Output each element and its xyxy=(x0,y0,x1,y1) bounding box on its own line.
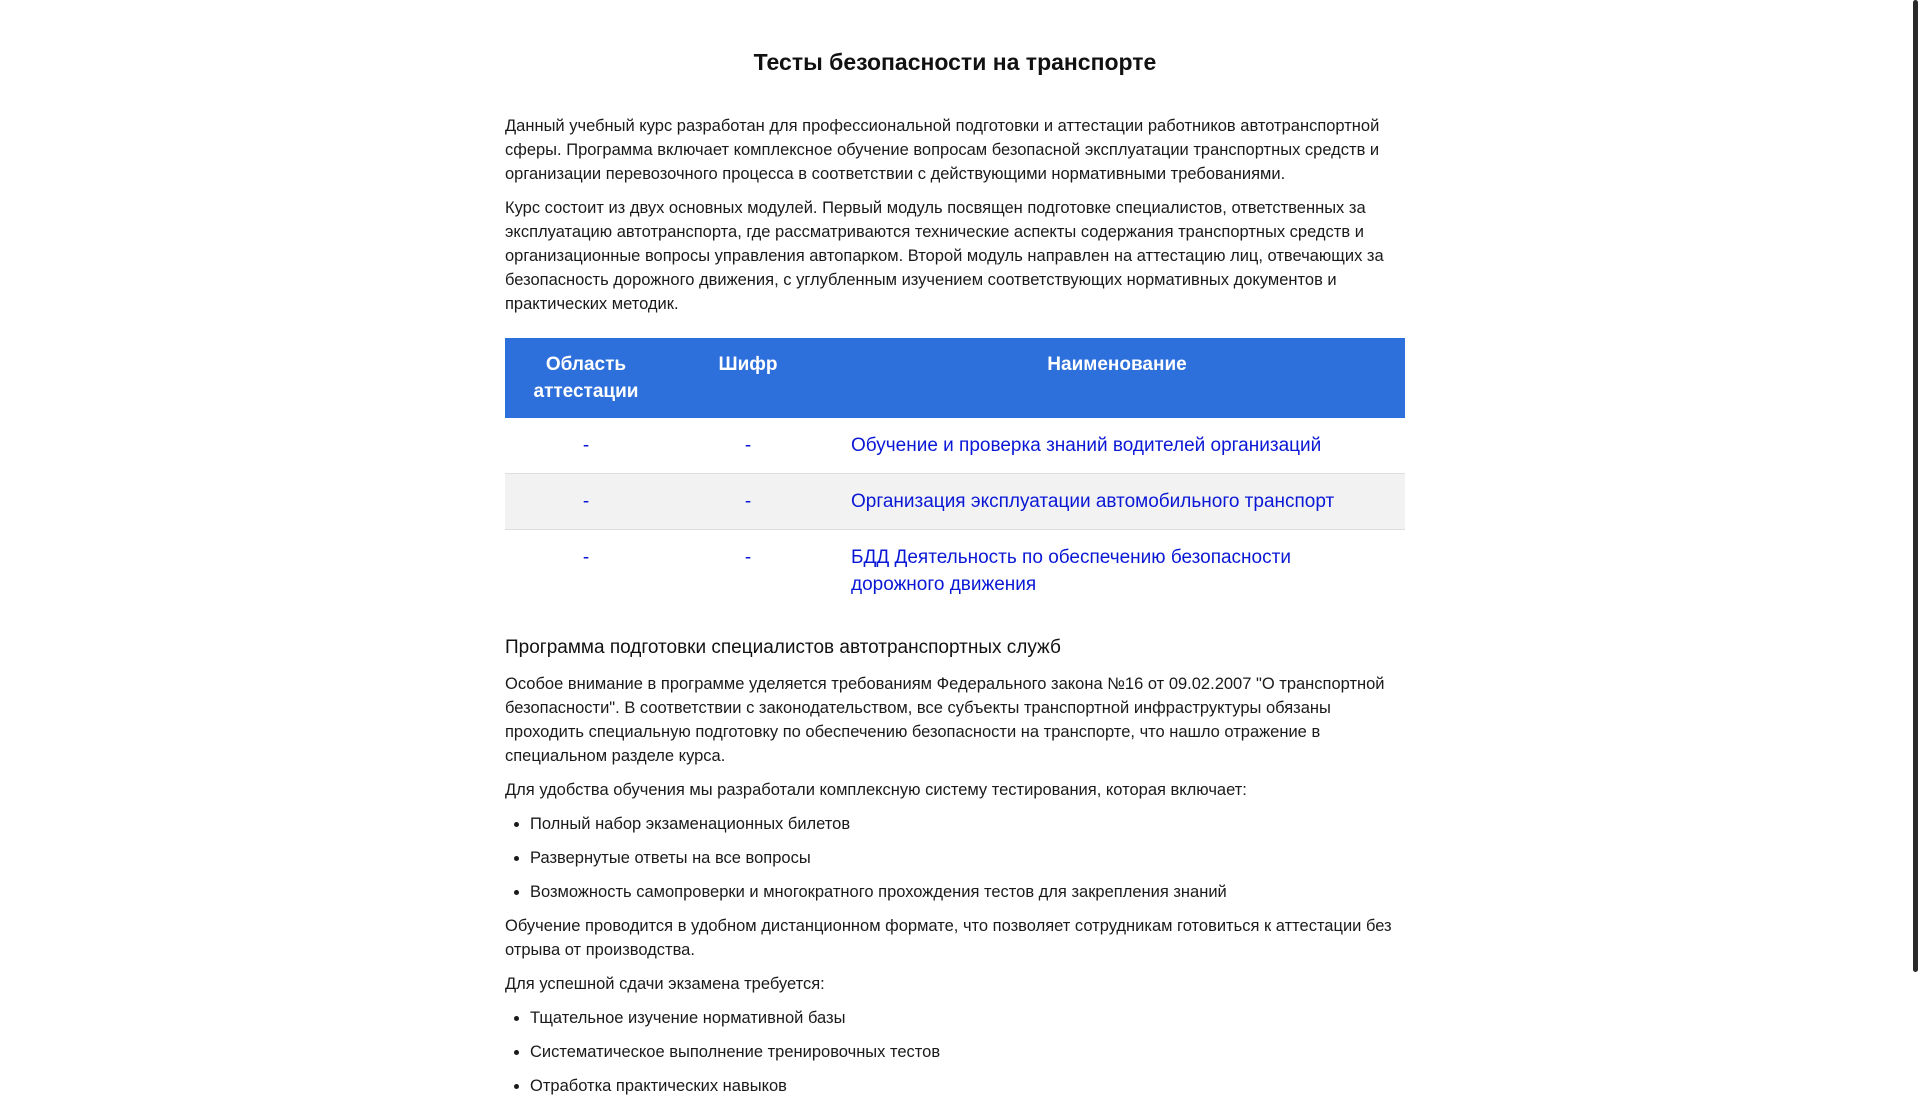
intro-paragraph-2: Курс состоит из двух основных модулей. Первый модуль посвящен подготовке специалистов, ответственных за эксплуатацию автотранспорта, где рассматриваются технические аспекты содержания транспортных средств и организационные вопросы управления автопарком. Второй модуль направлен на аттестацию лиц, отвечающих за безопасность дорожного движения, с углубленным изучением соответствующих нормативных документов и практических методик. xyxy=(505,199,1384,313)
row-code-link[interactable]: - xyxy=(744,435,752,456)
column-header-name: Наименование xyxy=(829,338,1405,418)
row-name-cell xyxy=(829,418,1405,474)
list-item: • Тщательное изучение нормативной базы xyxy=(530,1006,1405,1030)
section-paragraph-2: Для удобства обучения мы разработали комплексную систему тестирования, которая включает: xyxy=(505,781,1247,799)
page-title: Тесты безопасности на транспорте xyxy=(753,49,1157,75)
row-name-cell xyxy=(829,474,1405,530)
table-row xyxy=(505,418,1405,474)
row-area-cell xyxy=(505,418,667,474)
main-content xyxy=(505,40,1405,1108)
attestation-table xyxy=(505,338,1405,608)
section-paragraph-4: Для успешной сдачи экзамена требуется: xyxy=(505,975,825,993)
requirements-list xyxy=(505,1006,1405,1098)
section-paragraph-1: Особое внимание в программе уделяется требованиям Федерального закона №16 от 09.02.2007 "О транспортной безопасности". В соответствии с законодательством, все субъекты транспортной инфраструктуры обязаны проходить специальную подготовку по обеспечению безопасности на транспорте, что нашло отражение в специальном разделе курса. xyxy=(505,675,1385,765)
row-code-link[interactable]: - xyxy=(744,547,752,568)
row-code-link[interactable]: - xyxy=(744,491,752,512)
row-area-link[interactable]: - xyxy=(582,547,590,568)
column-header-code: Шифр xyxy=(667,338,829,418)
row-area-cell xyxy=(505,474,667,530)
column-header-area xyxy=(505,338,667,418)
table-row xyxy=(505,530,1405,609)
column-header-area-line2: аттестации xyxy=(533,381,639,402)
course-link-driver-training[interactable]: Обучение и проверка знаний водителей организаций xyxy=(851,435,1322,456)
table-header-row xyxy=(505,338,1405,418)
row-area-link[interactable]: - xyxy=(582,435,590,456)
intro-paragraph-1: Данный учебный курс разработан для профессиональной подготовки и аттестации работников автотранспортной сферы. Программа включает комплексное обучение вопросам безопасной эксплуатации транспортных средств и организации перевозочного процесса в соответствии с действующими нормативными требованиями. xyxy=(505,117,1380,183)
list-item: • Полный набор экзаменационных билетов xyxy=(530,812,1405,836)
section-heading: Программа подготовки специалистов автотранспортных служб xyxy=(505,637,1061,658)
list-item: • Систематическое выполнение тренировочных тестов xyxy=(530,1040,1405,1064)
section-paragraph-3: Обучение проводится в удобном дистанционном формате, что позволяет сотрудникам готовиться к аттестации без отрыва от производства. xyxy=(505,917,1392,959)
features-list xyxy=(505,812,1405,904)
row-code-cell xyxy=(667,474,829,530)
course-link-transport-operation[interactable]: Организация эксплуатации автомобильного транспорт xyxy=(851,491,1335,512)
scrollbar-thumb[interactable] xyxy=(1913,0,1918,972)
row-code-cell xyxy=(667,418,829,474)
vertical-scrollbar[interactable] xyxy=(1910,0,1920,1080)
course-link-road-safety[interactable]: БДД Деятельность по обеспечению безопасности дорожного движения xyxy=(851,547,1291,595)
list-item: • Развернутые ответы на все вопросы xyxy=(530,846,1405,870)
row-area-link[interactable]: - xyxy=(582,491,590,512)
row-area-cell xyxy=(505,530,667,609)
column-header-area-line1: Область xyxy=(545,354,627,375)
list-item: • Возможность самопроверки и многократного прохождения тестов для закрепления знаний xyxy=(530,880,1405,904)
row-name-cell xyxy=(829,530,1405,609)
row-code-cell xyxy=(667,530,829,609)
list-item: • Отработка практических навыков xyxy=(530,1074,1405,1098)
table-row xyxy=(505,474,1405,530)
